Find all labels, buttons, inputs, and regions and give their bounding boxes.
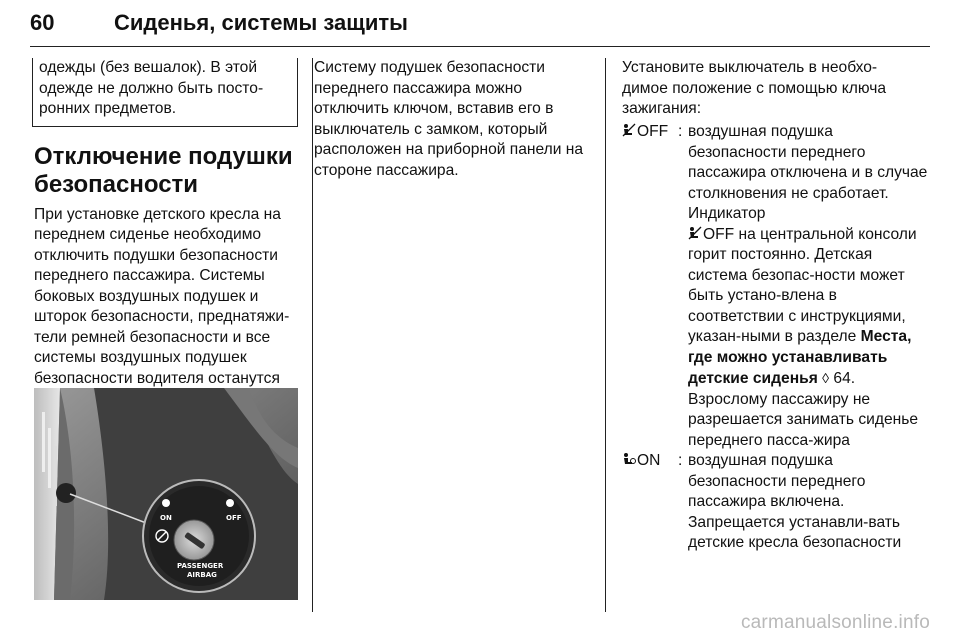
section-body: При установке детского кресла на переднем сиденье необходимо отключить подушки безопасности переднего пассажира. Системы боковых воздушных подушек и шторок безопасности, преднатяжи-тели ремней безопасности и все системы воздушных подушек безопасности водителя останутся [34, 205, 290, 387]
off-description: воздушная подушка безопасности переднего пассажира отключена и в случае столкновения не сработает. Индикатор OFF на центральной консоли горит постоянно. Детская система безопас-ности может быть устано-влена в соответствии с инструкциями, указан-ными в разделе Места, где можно устанавливать детские сиденья ◊ 64. Взрослому пассажиру не разрешается занимать сиденье переднего пасса-жира [688, 123, 928, 449]
chapter-title: Сиденья, системы защиты [114, 10, 408, 35]
on-row: ON : воздушная подушка безопасности переднего пассажира включена. Запрещается устанавли-вать детские кресла безопасности [622, 451, 928, 554]
column-divider [605, 58, 606, 612]
watermark: carmanualsonline.info [740, 612, 930, 633]
off-label: OFF [622, 122, 676, 143]
on-description: воздушная подушка безопасности переднего пассажира включена. Запрещается устанавли-вать детские кресла безопасности [688, 452, 902, 551]
switch-location-dot [56, 483, 76, 503]
on-label: ON [622, 451, 676, 472]
grille-slit [42, 412, 45, 472]
column-3-intro: Установите выключатель в необхо-димое положение с помощью ключа зажигания: [622, 59, 887, 117]
airbag-off-icon [622, 123, 636, 137]
switch-caption-line1: PASSENGER [177, 562, 224, 570]
airbag-off-indicator-icon [688, 226, 702, 240]
switch-position-table [622, 122, 928, 554]
column-3 [622, 58, 922, 120]
cross-reference-link[interactable]: Места, где можно устанавливать детские сиденья [688, 328, 912, 387]
column-divider [312, 58, 313, 612]
switch-off-label: OFF [226, 514, 242, 522]
page-ref-arrow-icon: ◊ [822, 370, 830, 386]
column-2-body: Систему подушек безопасности переднего пассажира можно отключить ключом, вставив его в выключатель с замком, который расположен на приборной панели на стороне пассажира. [314, 59, 584, 179]
grille-slit [48, 428, 51, 488]
note-box [32, 58, 298, 127]
page-number: 60 [30, 10, 55, 35]
airbag-on-icon [622, 452, 636, 466]
switch-on-label: ON [160, 514, 172, 522]
airbag-on-symbol-icon [162, 499, 170, 507]
airbag-switch-photo [34, 388, 298, 600]
switch-caption-line2: AIRBAG [187, 571, 217, 579]
note-text: одежды (без вешалок). В этой одежде не должно быть посто-ронних предметов. [39, 59, 264, 117]
page-ref: 64. [833, 370, 856, 387]
off-row: OFF : воздушная подушка безопасности переднего пассажира отключена и в случае столкновения не сработает. Индикатор OFF на центральной консоли горит постоянно. Детская система безопас-ности может быть устано-влена в соответствии с инструкциями, указан-ными в разделе Места, где можно устанавливать детские сиденья ◊ 64. Взрослому пассажиру не разрешается занимать сиденье переднего пасса-жира [622, 122, 928, 451]
grille-slit [54, 446, 57, 506]
section-title: Отключение подушки безопасности [34, 142, 293, 198]
column-2 [314, 58, 594, 181]
column-1 [34, 58, 300, 410]
page-header [30, 6, 930, 47]
airbag-off-symbol-icon [226, 499, 234, 507]
